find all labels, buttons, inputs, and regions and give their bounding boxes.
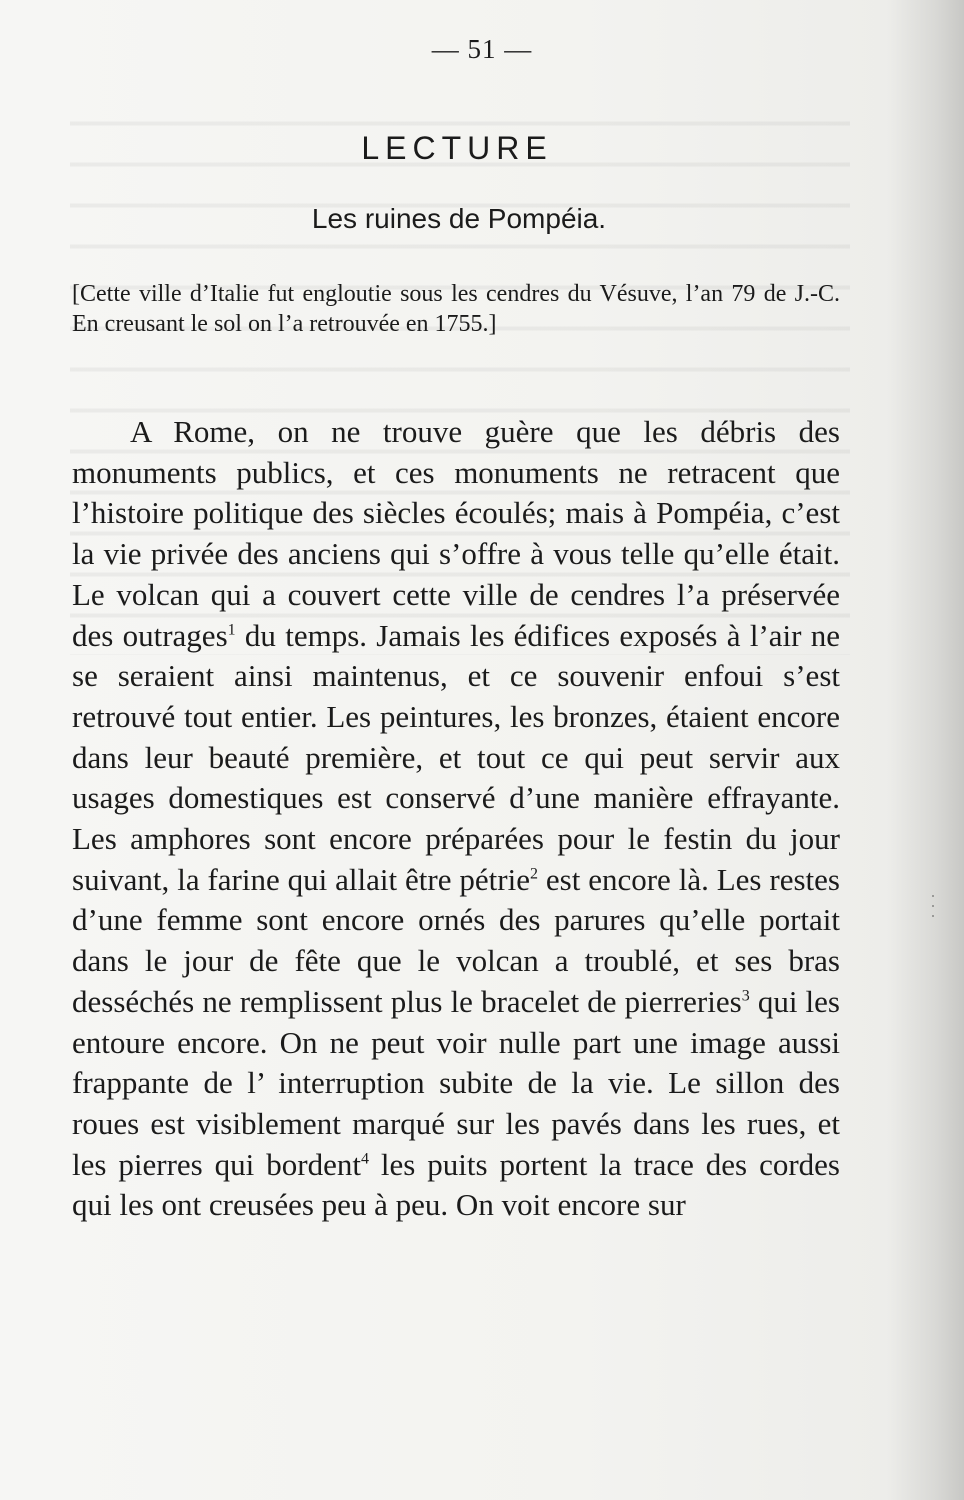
text-segment: est encore là. Les restes d’une femme sont encore ornés des parures qu’elle portait dans le jour de fête que le volcan a troublé, et ses bras desséchés ne remplissent plus le bracelet de pierreries	[72, 861, 840, 1019]
footnote-ref-1: 1	[227, 621, 236, 639]
footnote-ref-2: 2	[529, 865, 538, 883]
text-segment: les puits portent la trace des cordes qui les ont creusées peu à peu. On voit encore sur	[72, 1146, 840, 1223]
lesson-title: Les ruines de Pompéia.	[311, 203, 607, 234]
text-segment: qui les entoure encore. On ne peut voir nulle part une image aussi frappante de l’ interruption subite de la vie. Le sillon des roues est visiblement marqué sur les pavés dans les rues, et les pierres qui bordent	[72, 983, 840, 1182]
text-segment: du temps. Jamais les édifices exposés à l’air ne se seraient ainsi maintenus, et ce souvenir enfoui s’est retrouvé tout entier. Les peintures, les bronzes, étaient encore dans leur beauté première, et tout ce qui peut servir aux usages domestiques est conservé d’une manière effrayante. Les amphores sont encore préparées pour le festin du jour suivant, la farine qui allait être pétrie	[72, 617, 841, 897]
reading-text	[72, 412, 840, 1226]
text-segment: A Rome, on ne trouve guère que les débris des monuments publics, et ces monuments ne retracent que l’histoire politique des siècles écoulés; mais à Pompéia, c’est la vie privée des anciens qui s’offre à vous telle qu’elle était. Le volcan qui a couvert cette ville de cendres l’a préservée des outrages	[72, 414, 840, 653]
intro-note: [Cette ville d’Italie fut engloutie sous les cendres du Vésuve, l’an 79 de J.-C. En creusant le sol on l’a retrouvée en 1755.]	[72, 281, 840, 337]
section-title: LECTURE	[361, 130, 553, 166]
margin-marks	[932, 895, 942, 925]
footnote-ref-4: 4	[360, 1150, 369, 1168]
page-number: — 51 —	[431, 34, 533, 64]
footnote-ref-3: 3	[741, 987, 750, 1005]
